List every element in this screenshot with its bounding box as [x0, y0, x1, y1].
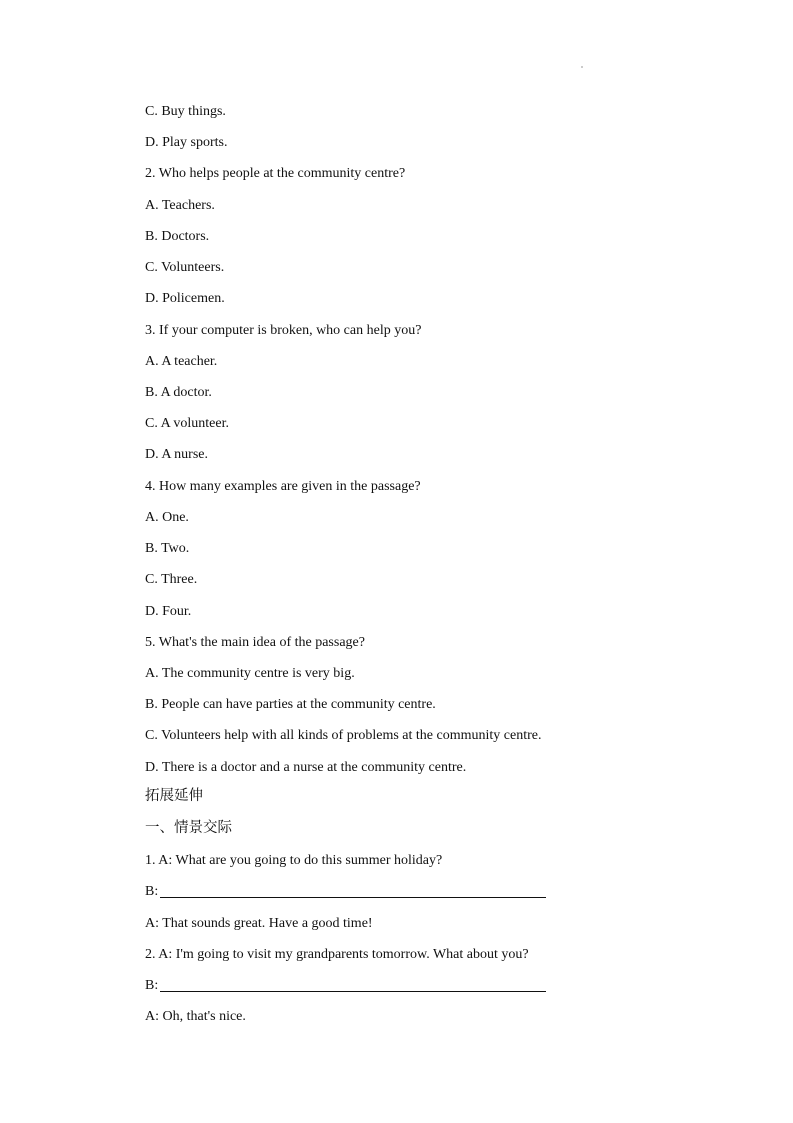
q3-option-c: C. A volunteer. [145, 416, 229, 431]
section-title: 拓展延伸 [145, 788, 203, 804]
q4-option-b: B. Two. [145, 541, 190, 556]
q1-option-c: C. Buy things. [145, 104, 226, 119]
q5-option-b: B. People can have parties at the community centre. [145, 697, 436, 712]
q2-option-a: A. Teachers. [145, 198, 215, 213]
q5-question: 5. What's the main idea of the passage? [145, 635, 365, 650]
q5-option-a: A. The community centre is very big. [145, 666, 355, 681]
q5-option-c: C. Volunteers help with all kinds of problems at the community centre. [145, 728, 542, 743]
dialog2-answer-label: B: [145, 978, 159, 993]
q3-question: 3. If your computer is broken, who can help you? [145, 323, 422, 338]
q2-option-b: B. Doctors. [145, 229, 210, 244]
dialog1-prompt: 1. A: What are you going to do this summer holiday? [145, 853, 443, 868]
dialog1-answer-row [145, 883, 546, 901]
scan-dot [581, 66, 583, 68]
dialog1-answer-blank[interactable] [160, 884, 546, 898]
q2-question: 2. Who helps people at the community centre? [145, 166, 406, 181]
q5-option-d: D. There is a doctor and a nurse at the community centre. [145, 760, 467, 775]
dialog2-answer-row [145, 977, 546, 995]
q1-option-d: D. Play sports. [145, 135, 228, 150]
q2-option-d: D. Policemen. [145, 291, 225, 306]
q4-question: 4. How many examples are given in the passage? [145, 479, 421, 494]
q3-option-a: A. A teacher. [145, 354, 218, 369]
q3-option-b: B. A doctor. [145, 385, 212, 400]
section-subtitle: 一、情景交际 [145, 820, 232, 836]
q3-option-d: D. A nurse. [145, 447, 208, 462]
dialog1-answer-label: B: [145, 884, 159, 899]
q4-option-a: A. One. [145, 510, 189, 525]
q4-option-d: D. Four. [145, 604, 192, 619]
dialog1-reply: A: That sounds great. Have a good time! [145, 916, 373, 931]
dialog2-reply: A: Oh, that's nice. [145, 1009, 246, 1024]
q4-option-c: C. Three. [145, 572, 198, 587]
q2-option-c: C. Volunteers. [145, 260, 225, 275]
dialog2-prompt: 2. A: I'm going to visit my grandparents tomorrow. What about you? [145, 947, 529, 962]
dialog2-answer-blank[interactable] [160, 978, 546, 992]
